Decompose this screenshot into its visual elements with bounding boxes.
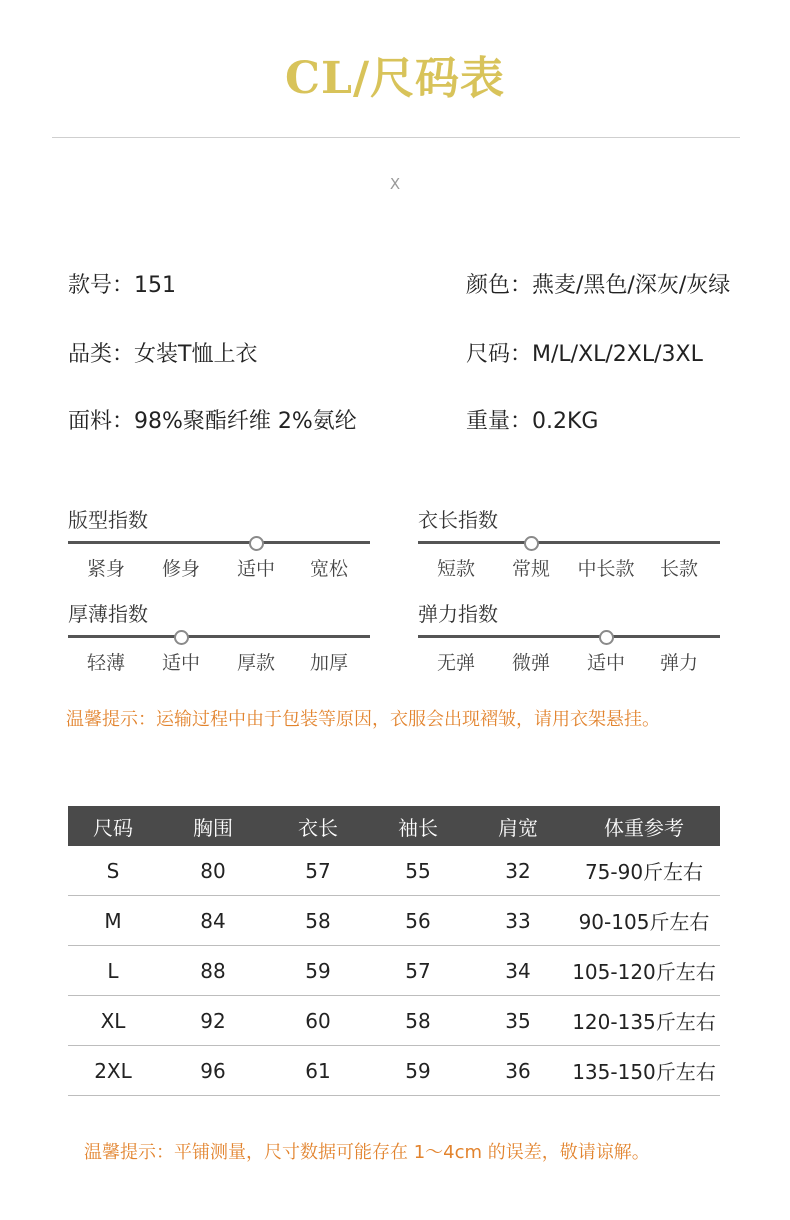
table-header-cell: 胸围 [158,806,268,846]
info-weight: 重量：0.2KG [466,409,599,434]
index-label: 无弹 [436,652,476,674]
table-cell: S [68,846,158,896]
fit-index-labels [68,554,370,584]
table-cell: 56 [368,896,468,946]
table-cell: M [68,896,158,946]
elasticity-index-slider [418,630,720,644]
length-index-labels [418,554,720,584]
index-label: 弹力 [659,652,699,674]
table-cell: 96 [158,1046,268,1096]
thickness-index-title: 厚薄指数 [68,602,148,626]
index-label: 适中 [586,652,626,674]
fit-index-title: 版型指数 [68,508,148,532]
title-divider [52,137,740,138]
index-label: 微弹 [511,652,551,674]
info-style-no: 款号：151 [68,273,176,298]
length-index-track [418,541,720,544]
table-cell: 90-105斤左右 [568,896,720,946]
fit-index-track [68,541,370,544]
index-label: 长款 [659,558,699,580]
elasticity-index-labels [418,648,720,678]
table-cell: XL [68,996,158,1046]
table-cell: 80 [158,846,268,896]
info-size: 尺码：M/L/XL/2XL/3XL [466,342,703,367]
table-header-cell: 肩宽 [468,806,568,846]
table-header-cell: 体重参考 [568,806,720,846]
table-row [68,1046,720,1096]
table-cell: 32 [468,846,568,896]
index-label: 加厚 [309,652,349,674]
table-row [68,946,720,996]
table-cell: 58 [268,896,368,946]
table-cell: 135-150斤左右 [568,1046,720,1096]
index-label: 中长款 [577,558,635,580]
table-cell: 75-90斤左右 [568,846,720,896]
table-cell: 120-135斤左右 [568,996,720,1046]
index-label: 紧身 [86,558,126,580]
size-table [68,806,720,1096]
table-cell: 92 [158,996,268,1046]
table-row [68,896,720,946]
elasticity-index [418,600,720,678]
fit-index-slider [68,536,370,550]
index-label: 适中 [236,558,276,580]
table-cell: 59 [268,946,368,996]
length-index [418,506,720,584]
table-cell: 35 [468,996,568,1046]
index-label: 厚款 [236,652,276,674]
thickness-index [68,600,370,678]
thickness-index-track [68,635,370,638]
table-cell: 60 [268,996,368,1046]
page-title: CL/尺码表 [284,53,506,104]
index-label: 宽松 [309,558,349,580]
index-label: 常规 [511,558,551,580]
table-header-row [68,806,720,846]
table-header-cell: 袖长 [368,806,468,846]
elasticity-index-track [418,635,720,638]
table-cell: 36 [468,1046,568,1096]
table-header-cell: 尺码 [68,806,158,846]
index-label: 适中 [161,652,201,674]
table-cell: 55 [368,846,468,896]
thickness-index-knob [174,630,189,645]
table-cell: 58 [368,996,468,1046]
care-tip: 温馨提示：运输过程中由于包装等原因，衣服会出现褶皱，请用衣架悬挂。 [66,709,660,730]
table-cell: 105-120斤左右 [568,946,720,996]
index-label: 短款 [436,558,476,580]
length-index-title: 衣长指数 [418,508,498,532]
thickness-index-slider [68,630,370,644]
table-cell: 33 [468,896,568,946]
fit-index [68,506,370,584]
fit-index-knob [249,536,264,551]
table-row [68,846,720,896]
index-label: 修身 [161,558,201,580]
table-cell: 34 [468,946,568,996]
index-label: 轻薄 [86,652,126,674]
thickness-index-labels [68,648,370,678]
elasticity-index-knob [599,630,614,645]
table-cell: 59 [368,1046,468,1096]
table-cell: 61 [268,1046,368,1096]
table-cell: 57 [368,946,468,996]
table-cell: L [68,946,158,996]
table-row [68,996,720,1046]
table-cell: 2XL [68,1046,158,1096]
table-cell: 84 [158,896,268,946]
measure-tip: 温馨提示：平铺测量，尺寸数据可能存在 1～4cm 的误差，敬请谅解。 [84,1142,650,1163]
close-icon[interactable]: X [389,175,401,193]
length-index-knob [524,536,539,551]
table-header-cell: 衣长 [268,806,368,846]
table-cell: 57 [268,846,368,896]
elasticity-index-title: 弹力指数 [418,602,498,626]
info-category: 品类：女装T恤上衣 [68,342,258,367]
length-index-slider [418,536,720,550]
info-color: 颜色：燕麦/黑色/深灰/灰绿 [466,273,731,298]
info-fabric: 面料：98%聚酯纤维 2%氨纶 [68,409,357,434]
table-cell: 88 [158,946,268,996]
